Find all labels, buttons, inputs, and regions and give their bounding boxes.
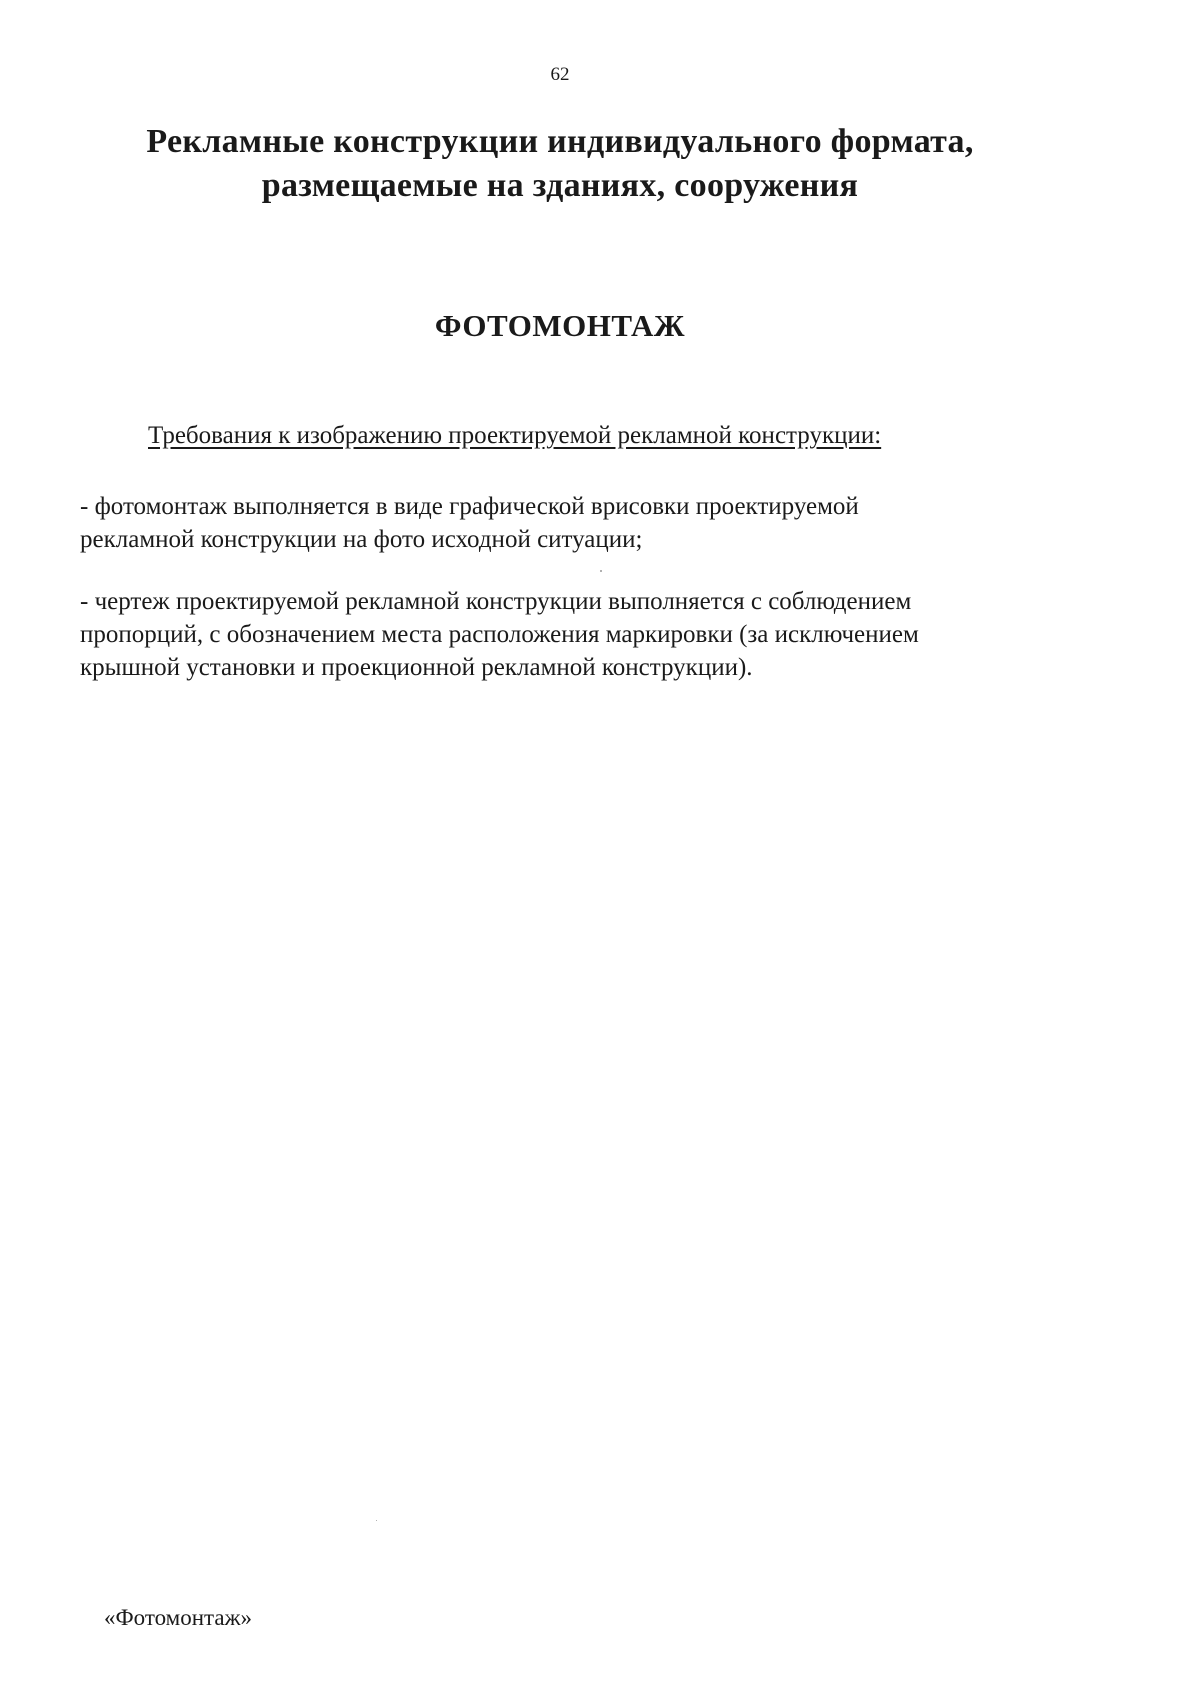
requirement-line: - фотомонтаж выполняется в виде графической врисовки проектируемой: [80, 493, 859, 520]
requirement-line: рекламной конструкции на фото исходной ситуации;: [80, 526, 643, 553]
section-heading: ФОТОМОНТАЖ: [434, 308, 686, 343]
requirement-line: пропорций, с обозначением места расположения маркировки (за исключением: [80, 621, 919, 648]
requirement-line: - чертеж проектируемой рекламной конструкции выполняется с соблюдением: [80, 588, 912, 615]
scan-speck: [376, 1520, 377, 1521]
scan-speck: [600, 570, 602, 572]
footer-label: «Фотомонтаж»: [104, 1605, 252, 1630]
requirements-heading: Требования к изображению проектируемой рекламной конструкции:: [148, 422, 882, 449]
requirement-item: [80, 490, 1060, 556]
title-line-2: размещаемые на зданиях, сооружения: [261, 167, 859, 204]
requirement-line: крышной установки и проекционной рекламной конструкции).: [80, 654, 753, 681]
document-title: [40, 120, 1080, 208]
requirement-item: [80, 585, 1060, 684]
title-line-1: Рекламные конструкции индивидуального формата,: [146, 123, 974, 160]
page-number: 62: [550, 64, 570, 85]
